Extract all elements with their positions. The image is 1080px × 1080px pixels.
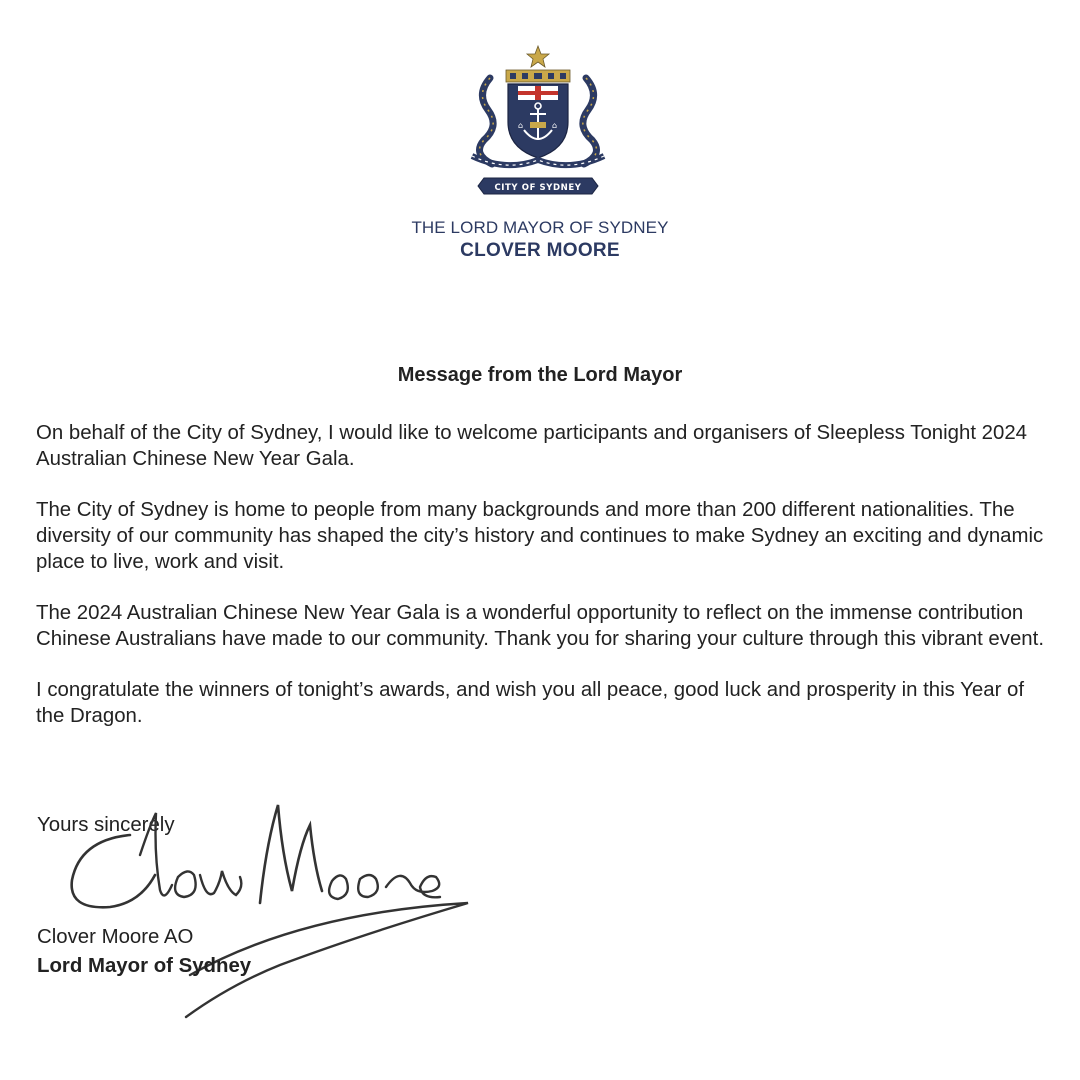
signatory-title: Lord Mayor of Sydney bbox=[37, 955, 252, 977]
letter-body bbox=[36, 420, 1046, 754]
crest-banner-text: CITY OF SYDNEY bbox=[494, 183, 582, 193]
city-of-sydney-crest-icon bbox=[466, 44, 610, 204]
paragraph-gala: The 2024 Australian Chinese New Year Gala is a wonderful opportunity to reflect on the immense contribution Chinese Australians have made to our community. Thank you for sharing your culture through this vibrant event. bbox=[36, 602, 1044, 650]
letterhead bbox=[0, 0, 1080, 270]
svg-text:⌂: ⌂ bbox=[552, 121, 558, 130]
closing-line: Yours sincerely bbox=[37, 814, 175, 836]
letterhead-name: CLOVER MOORE bbox=[460, 240, 620, 261]
paragraph-congratulations: I congratulate the winners of tonight’s awards, and wish you all peace, good luck and prosperity in this Year of the Dragon. bbox=[36, 679, 1025, 727]
paragraph-diversity: The City of Sydney is home to people from many backgrounds and more than 200 different nationalities. The diversity of our community has shaped the city’s history and continues to make Sydney an exciting and dynamic place to live, work and visit. bbox=[36, 499, 1044, 573]
signatory-name: Clover Moore AO bbox=[37, 926, 194, 948]
paragraph-welcome: On behalf of the City of Sydney, I would like to welcome participants and organisers of Sleepless Tonight 2024 Australian Chinese New Year Gala. bbox=[36, 422, 1028, 470]
letterhead-title: THE LORD MAYOR OF SYDNEY bbox=[411, 218, 669, 237]
svg-text:⌂: ⌂ bbox=[518, 121, 524, 130]
message-heading: Message from the Lord Mayor bbox=[397, 364, 683, 386]
